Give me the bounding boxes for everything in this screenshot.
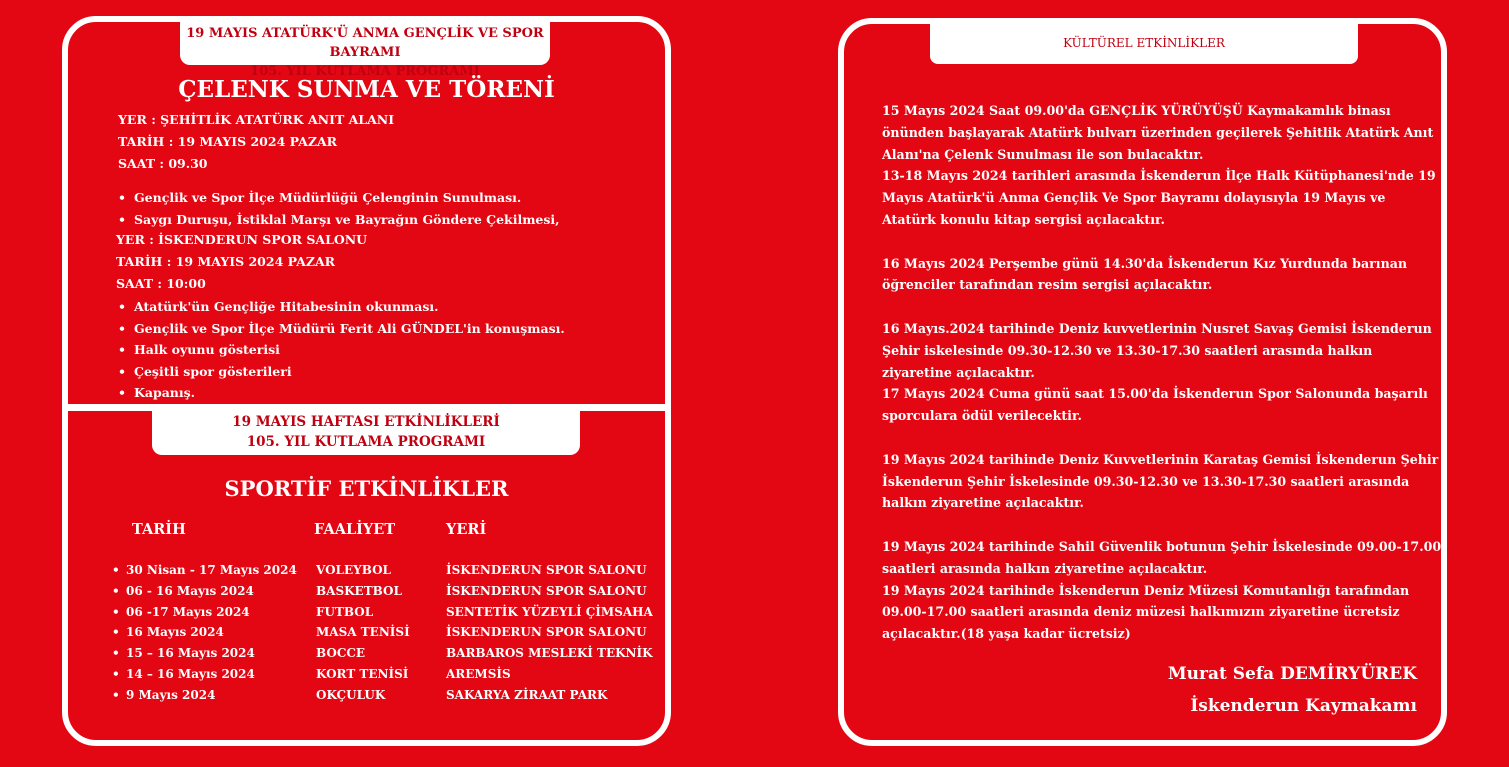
week-header-tab: [152, 408, 580, 455]
bullet-icon: •: [112, 583, 120, 598]
bullet-icon: •: [112, 625, 120, 640]
ceremony-time: SAAT : 09.30: [118, 156, 208, 171]
bullet-icon: •: [112, 687, 120, 702]
sport-activity: MASA TENİSİ: [316, 625, 410, 640]
ceremony-title: ÇELENK SUNMA VE TÖRENİ: [178, 76, 555, 103]
sport-date: 06 - 16 Mayıs 2024: [126, 583, 254, 598]
column-header-place: YERİ: [446, 521, 487, 538]
sport-place: BARBAROS MESLEKİ TEKNİK: [446, 646, 653, 661]
list-item: • Gençlik ve Spor İlçe Müdürlüğü Çelenginin Sunulması.: [132, 187, 560, 209]
sport-date: 30 Nisan - 17 Mayıs 2024: [126, 563, 297, 577]
sport-date: 06 -17 Mayıs 2024: [126, 604, 250, 619]
sport-date: 15 – 16 Mayıs 2024: [126, 646, 255, 661]
paragraph: 13-18 Mayıs 2024 tarihleri arasında İskenderun İlçe Halk Kütüphanesi'nde 19 Mayıs Atatürk'ü Anma Gençlik Ve Spor Bayramı dolayısıyla 19 Mayıs ve Atatürk konulu kitap sergisi açılacaktır.: [882, 168, 1436, 227]
ceremony-steps-list: [132, 187, 560, 230]
bullet-icon: •: [112, 666, 120, 681]
sport-activity: FUTBOL: [316, 604, 374, 619]
paragraph: 19 Mayıs 2024 tarihinde İskenderun Deniz Müzesi Komutanlığı tarafından 09.00-17.00 saatleri arasında deniz müzesi halkımızın ziyaretine ücretsiz açılacaktır.(18 yaşa kadar ücretsiz): [882, 582, 1410, 642]
ceremony-date: TARİH : 19 MAYIS 2024 PAZAR: [118, 134, 338, 149]
list-item: • Atatürk'ün Gençliğe Hitabesinin okunması.: [132, 296, 565, 318]
sport-place: AREMSİS: [446, 666, 511, 681]
list-item: • Saygı Duruşu, İstiklal Marşı ve Bayrağın Göndere Çekilmesi,: [132, 209, 560, 231]
sport-activity: OKÇULUK: [316, 687, 386, 702]
sport-place: İSKENDERUN SPOR SALONU: [446, 583, 647, 598]
paragraph: 16 Mayıs 2024 Perşembe günü 14.30'da İskenderun Kız Yurdunda barınan öğrenciler tarafından resim sergisi açılacaktır.: [882, 255, 1408, 293]
culture-header-tab: KÜLTÜREL ETKİNLİKLER: [930, 22, 1358, 64]
culture-text: [882, 100, 1442, 645]
bullet-icon: •: [112, 604, 120, 619]
sport-date: 16 Mayıs 2024: [126, 625, 224, 640]
signer-title: İskenderun Kaymakamı: [1190, 696, 1417, 716]
paragraph: 19 Mayıs 2024 tarihinde Sahil Güvenlik botunun Şehir İskelesinde 09.00-17.00 saatleri arasında halkın ziyaretine açılacaktır.: [882, 538, 1442, 576]
sport-activity: BOCCE: [316, 646, 366, 661]
column-header-activity: FAALİYET: [314, 521, 396, 538]
week-header-line2: 105. YIL KUTLAMA PROGRAMI: [246, 434, 486, 450]
program-header-line2: 105. YIL KUTLAMA PROGRAMI: [250, 64, 480, 79]
sport-activity: VOLEYBOL: [316, 563, 391, 577]
list-item: • Kapanış.: [132, 382, 565, 404]
program-header-line1: 19 MAYIS ATATÜRK'Ü ANMA GENÇLİK VE SPOR BAYRAMI: [186, 26, 544, 60]
sport-place: İSKENDERUN SPOR SALONU: [446, 625, 647, 640]
signer-name: Murat Sefa DEMİRYÜREK: [1167, 664, 1417, 684]
sport-activity: KORT TENİSİ: [316, 666, 409, 681]
hall-steps-list: [132, 296, 565, 404]
left-program-panel: [62, 16, 671, 746]
sport-title: SPORTİF ETKİNLİKLER: [224, 476, 509, 501]
hall-date: TARİH : 19 MAYIS 2024 PAZAR: [116, 254, 336, 269]
sport-place: SENTETİK YÜZEYLİ ÇİMSAHA: [446, 604, 653, 619]
list-item: • Gençlik ve Spor İlçe Müdürü Ferit Ali GÜNDEL'in konuşması.: [132, 318, 565, 340]
sport-place: SAKARYA ZİRAAT PARK: [446, 687, 608, 702]
paragraph: 15 Mayıs 2024 Saat 09.00'da GENÇLİK YÜRÜYÜŞÜ Kaymakamlık binası önünden başlayarak Atatürk bulvarı üzerinden geçilerek Şehitlik Atatürk Anıt Alanı'na Çelenk Sunulması ile son bulacaktır.: [882, 103, 1434, 162]
bullet-icon: •: [112, 646, 120, 661]
hall-place: YER : İSKENDERUN SPOR SALONU: [116, 232, 368, 247]
paragraph: 16 Mayıs.2024 tarihinde Deniz kuvvetlerinin Nusret Savaş Gemisi İskenderun Şehir iskelesinde 09.30-12.30 ve 13.30-17.30 saatleri arasında halkın ziyaretine açılacaktır.: [882, 320, 1432, 380]
week-header-line1: 19 MAYIS HAFTASI ETKİNLİKLERİ: [232, 414, 500, 430]
program-header-tab: [180, 20, 550, 79]
right-culture-panel: [838, 18, 1447, 746]
paragraph: 17 Mayıs 2024 Cuma günü saat 15.00'da İskenderun Spor Salonunda başarılı sporculara ödül verilecektir.: [882, 386, 1428, 424]
bullet-icon: •: [112, 563, 120, 577]
hall-time: SAAT : 10:00: [116, 276, 206, 291]
list-item: • Halk oyunu gösterisi: [132, 339, 565, 361]
sport-place: İSKENDERUN SPOR SALONU: [446, 563, 647, 577]
sport-date: 14 – 16 Mayıs 2024: [126, 666, 255, 681]
sport-date: 9 Mayıs 2024: [126, 687, 216, 702]
column-header-date: TARİH: [132, 521, 186, 538]
list-item: • Çeşitli spor gösterileri: [132, 361, 565, 383]
paragraph: 19 Mayıs 2024 tarihinde Deniz Kuvvetlerinin Karataş Gemisi İskenderun Şehir İskenderun Şehir İskelesinde 09.30-12.30 ve 13.30-17.30 saatleri arasında halkın ziyaretine açılacaktır.: [882, 451, 1439, 511]
ceremony-place: YER : ŞEHİTLİK ATATÜRK ANIT ALANI: [118, 112, 395, 127]
sport-activity: BASKETBOL: [316, 583, 402, 598]
